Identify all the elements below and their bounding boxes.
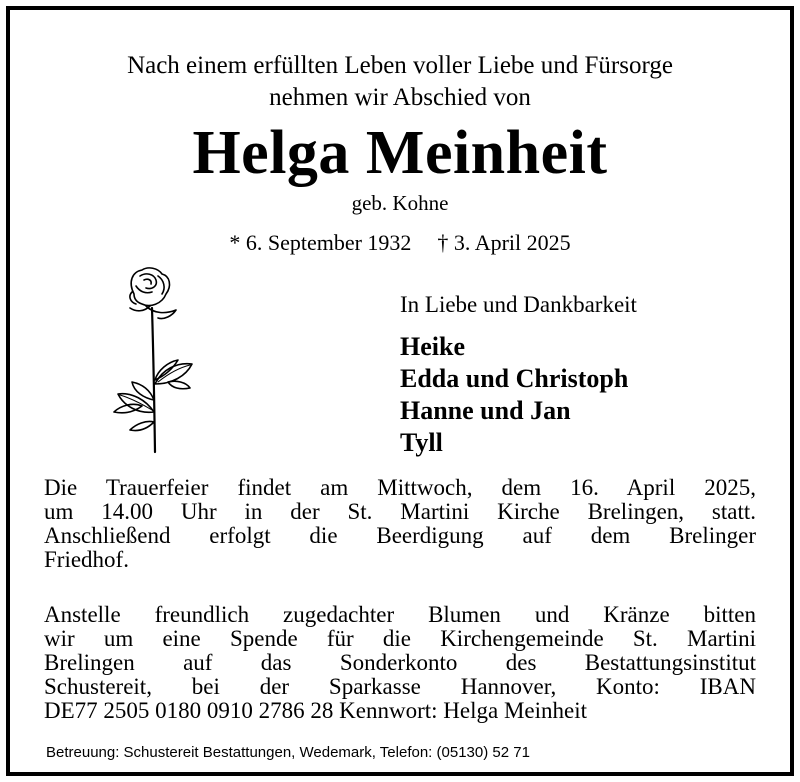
donation-line: wir um eine Spende für die Kirchengemeinde St. Martini [44,626,756,651]
intro-line-1: Nach einem erfüllten Leben voller Liebe und Fürsorge [127,52,673,79]
donation-line: Brelingen auf das Sonderkonto des Bestattungsinstitut [44,650,756,675]
birth-name: geb. Kohne [351,191,449,215]
funeral-home-footer: Betreuung: Schustereit Bestattungen, Wedemark, Telefon: (05130) 52 71 [46,744,530,761]
death-date: † 3. April 2025 [437,230,571,255]
mourner-name: Hanne und Jan [400,396,571,425]
intro-line-2: nehmen wir Abschied von [269,84,531,111]
mourners-intro: In Liebe und Dankbarkeit [400,292,637,317]
ceremony-line: Anschließend erfolgt die Beerdigung auf dem Brelinger [44,523,756,548]
ceremony-line: Die Trauerfeier findet am Mittwoch, dem 16. April 2025, [44,475,756,500]
mourner-name: Tyll [400,428,443,457]
deceased-name: Helga Meinheit [192,119,608,187]
ceremony-paragraph [44,476,756,572]
rose-icon [106,262,202,458]
mourners-list [400,331,628,459]
donation-line: Schustereit, bei der Sparkasse Hannover, Konto: IBAN [44,674,756,699]
birth-date: * 6. September 1932 [229,230,412,255]
obituary-notice [6,6,794,776]
donation-line: DE77 2505 0180 0910 2786 28 Kennwort: Helga Meinheit [44,698,587,723]
intro-text [10,50,790,114]
donation-line: Anstelle freundlich zugedachter Blumen und Kränze bitten [44,602,756,627]
ceremony-line: um 14.00 Uhr in der St. Martini Kirche Brelingen, statt. [44,499,756,524]
life-dates [10,229,790,257]
donation-paragraph [44,603,756,723]
mourner-name: Heike [400,332,465,361]
ceremony-line: Friedhof. [44,547,129,572]
mourner-name: Edda und Christoph [400,364,629,393]
